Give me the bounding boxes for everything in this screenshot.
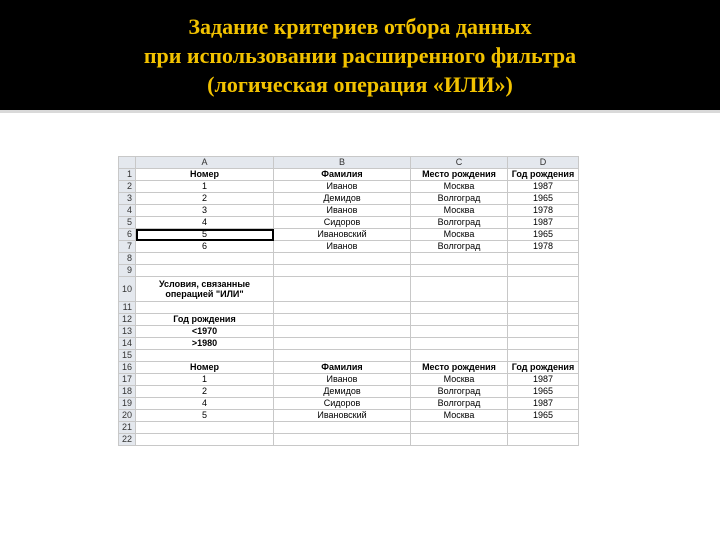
data-cell: 3 (136, 205, 274, 217)
empty-cell (274, 350, 411, 362)
empty-cell (274, 277, 411, 302)
empty-cell (136, 302, 274, 314)
data-cell: Москва (411, 205, 508, 217)
criteria-cell: >1980 (136, 338, 274, 350)
data-cell: 1987 (508, 217, 579, 229)
empty-cell (274, 326, 411, 338)
data-cell: 1965 (508, 229, 579, 241)
empty-cell (274, 434, 411, 446)
data-cell: Сидоров (274, 217, 411, 229)
header-cell-surname: Фамилия (274, 169, 411, 181)
row-number: 18 (119, 386, 136, 398)
empty-cell (508, 265, 579, 277)
empty-cell (508, 277, 579, 302)
slide-title-line-1: Задание критериев отбора данных (188, 13, 532, 39)
empty-cell (411, 350, 508, 362)
row-number: 3 (119, 193, 136, 205)
empty-cell (136, 265, 274, 277)
result-cell: 2 (136, 386, 274, 398)
result-cell: Москва (411, 410, 508, 422)
table-row (119, 386, 579, 398)
data-cell: 1987 (508, 181, 579, 193)
table-row (119, 314, 579, 326)
result-cell: Сидоров (274, 398, 411, 410)
row-number: 14 (119, 338, 136, 350)
empty-cell (508, 253, 579, 265)
result-cell: 1965 (508, 386, 579, 398)
slide-title-line-3: (логическая операция «ИЛИ») (207, 71, 513, 97)
empty-cell (411, 253, 508, 265)
spreadsheet-screenshot (118, 156, 579, 446)
result-cell: Демидов (274, 386, 411, 398)
column-header-c: C (411, 157, 508, 169)
data-cell: 1965 (508, 193, 579, 205)
row-number: 11 (119, 302, 136, 314)
slide-title-bar (0, 0, 720, 113)
result-cell: 1 (136, 374, 274, 386)
data-cell: Волгоград (411, 241, 508, 253)
table-row (119, 350, 579, 362)
column-header-d: D (508, 157, 579, 169)
row-number: 15 (119, 350, 136, 362)
result-header-cell: Место рождения (411, 362, 508, 374)
empty-cell (136, 422, 274, 434)
table-row (119, 434, 579, 446)
data-cell: Иванов (274, 181, 411, 193)
row-number: 17 (119, 374, 136, 386)
table-row (119, 338, 579, 350)
row-number: 10 (119, 277, 136, 302)
criteria-header-cell: Год рождения (136, 314, 274, 326)
result-cell: Волгоград (411, 386, 508, 398)
empty-cell (411, 302, 508, 314)
table-row (119, 229, 579, 241)
result-header-cell: Фамилия (274, 362, 411, 374)
empty-cell (411, 338, 508, 350)
empty-cell (508, 314, 579, 326)
row-number: 5 (119, 217, 136, 229)
data-cell: Ивановский (274, 229, 411, 241)
table-row (119, 253, 579, 265)
row-number: 8 (119, 253, 136, 265)
empty-cell (274, 314, 411, 326)
data-cell: Иванов (274, 205, 411, 217)
result-cell: 4 (136, 398, 274, 410)
empty-cell (508, 434, 579, 446)
table-row (119, 217, 579, 229)
row-number: 6 (119, 229, 136, 241)
row-number: 1 (119, 169, 136, 181)
empty-cell (411, 277, 508, 302)
table-row (119, 193, 579, 205)
data-cell: Демидов (274, 193, 411, 205)
condition-note-cell: Условия, связанные операцией "ИЛИ" (136, 277, 274, 302)
table-row (119, 362, 579, 374)
criteria-cell: <1970 (136, 326, 274, 338)
empty-cell (508, 422, 579, 434)
table-row (119, 410, 579, 422)
empty-cell (508, 350, 579, 362)
result-cell: 5 (136, 410, 274, 422)
table-row (119, 205, 579, 217)
table-row (119, 181, 579, 193)
corner-cell (119, 157, 136, 169)
table-row (119, 302, 579, 314)
table-row (119, 265, 579, 277)
row-number: 20 (119, 410, 136, 422)
row-number: 2 (119, 181, 136, 193)
result-cell: Иванов (274, 374, 411, 386)
row-number: 7 (119, 241, 136, 253)
slide-title-line-2: при использовании расширенного фильтра (143, 42, 577, 68)
row-number: 9 (119, 265, 136, 277)
column-header-a: A (136, 157, 274, 169)
data-cell: 1 (136, 181, 274, 193)
row-number: 4 (119, 205, 136, 217)
empty-cell (274, 253, 411, 265)
table-row (119, 398, 579, 410)
column-header-b: B (274, 157, 411, 169)
header-cell-number: Номер (136, 169, 274, 181)
data-cell: 6 (136, 241, 274, 253)
empty-cell (136, 253, 274, 265)
empty-cell (508, 302, 579, 314)
data-cell: Москва (411, 181, 508, 193)
result-header-cell: Номер (136, 362, 274, 374)
empty-cell (274, 265, 411, 277)
data-cell: Москва (411, 229, 508, 241)
empty-cell (411, 422, 508, 434)
table-row (119, 326, 579, 338)
empty-cell (411, 326, 508, 338)
data-cell: Волгоград (411, 193, 508, 205)
row-number: 22 (119, 434, 136, 446)
row-number: 13 (119, 326, 136, 338)
empty-cell (274, 338, 411, 350)
table-row (119, 169, 579, 181)
table-row (119, 277, 579, 302)
table-row (119, 374, 579, 386)
empty-cell (136, 434, 274, 446)
result-cell: 1987 (508, 398, 579, 410)
result-cell: Ивановский (274, 410, 411, 422)
empty-cell (274, 302, 411, 314)
header-cell-birthyear: Год рождения (508, 169, 579, 181)
selected-cell[interactable]: 5 (136, 229, 274, 241)
row-number: 19 (119, 398, 136, 410)
empty-cell (508, 326, 579, 338)
data-cell: Иванов (274, 241, 411, 253)
data-cell: Волгоград (411, 217, 508, 229)
empty-cell (508, 338, 579, 350)
result-cell: 1965 (508, 410, 579, 422)
empty-cell (274, 422, 411, 434)
data-cell: 1978 (508, 205, 579, 217)
empty-cell (411, 434, 508, 446)
table-row (119, 422, 579, 434)
row-number: 21 (119, 422, 136, 434)
table-row (119, 241, 579, 253)
header-cell-birthplace: Место рождения (411, 169, 508, 181)
empty-cell (411, 314, 508, 326)
data-cell: 4 (136, 217, 274, 229)
row-number: 16 (119, 362, 136, 374)
data-cell: 2 (136, 193, 274, 205)
column-header-row (119, 157, 579, 169)
result-cell: Москва (411, 374, 508, 386)
row-number: 12 (119, 314, 136, 326)
data-cell: 1978 (508, 241, 579, 253)
empty-cell (136, 350, 274, 362)
result-header-cell: Год рождения (508, 362, 579, 374)
empty-cell (411, 265, 508, 277)
result-cell: Волгоград (411, 398, 508, 410)
result-cell: 1987 (508, 374, 579, 386)
